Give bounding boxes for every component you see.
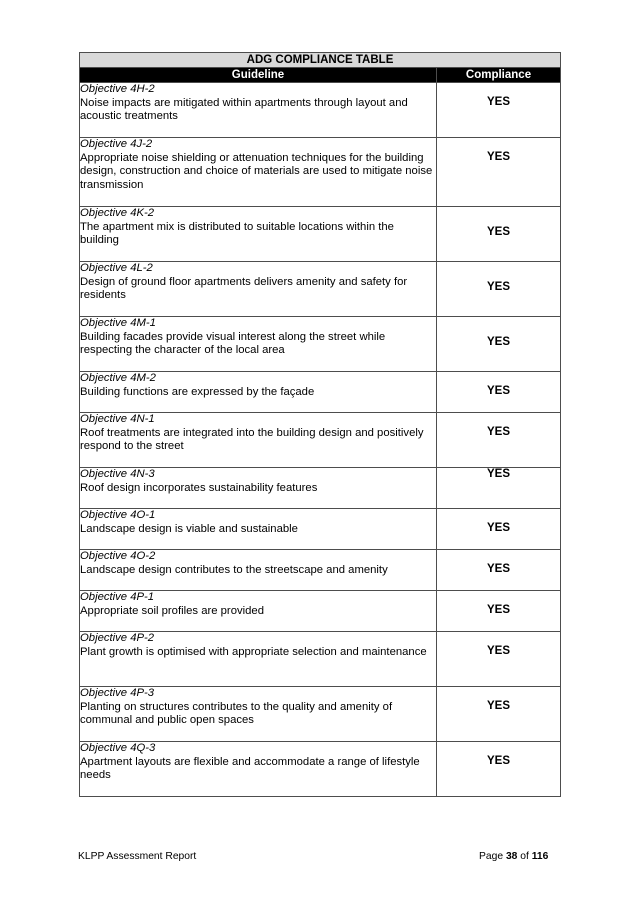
compliance-status: YES	[437, 207, 561, 262]
guideline-cell	[80, 550, 437, 591]
objective-label: Objective 4Q-3	[80, 742, 156, 754]
table-row	[80, 413, 561, 468]
objective-label: Objective 4P-1	[80, 591, 155, 603]
column-header-guideline: Guideline	[80, 68, 437, 83]
compliance-status: YES	[437, 83, 561, 138]
table-row	[80, 591, 561, 632]
guideline-cell	[80, 413, 437, 468]
adg-compliance-table	[79, 52, 561, 797]
page-number: 38	[505, 851, 518, 862]
guideline-cell	[80, 468, 437, 509]
guideline-cell	[80, 632, 437, 687]
objective-label: Objective 4J-2	[80, 138, 153, 150]
table-row	[80, 372, 561, 413]
page-total: 116	[531, 851, 549, 862]
guideline-text: Plant growth is optimised with appropriate selection and maintenance	[80, 645, 427, 658]
page-label: Page	[479, 851, 504, 862]
objective-label: Objective 4M-1	[80, 317, 156, 329]
compliance-status: YES	[437, 742, 561, 797]
column-header-compliance: Compliance	[437, 68, 561, 83]
compliance-status: YES	[437, 509, 561, 550]
table-row	[80, 207, 561, 262]
compliance-status: YES	[437, 550, 561, 591]
table-row	[80, 742, 561, 797]
guideline-text: Roof design incorporates sustainability features	[80, 481, 318, 494]
guideline-cell	[80, 687, 437, 742]
table-row	[80, 138, 561, 207]
objective-label: Objective 4L-2	[80, 262, 153, 274]
guideline-cell	[80, 317, 437, 372]
guideline-text: Noise impacts are mitigated within apartments through layout and acoustic treatments	[80, 96, 408, 123]
guideline-cell	[80, 262, 437, 317]
footer-page-info	[479, 851, 548, 862]
objective-label: Objective 4P-3	[80, 687, 155, 699]
adg-compliance-table-container	[79, 52, 560, 797]
guideline-text: Landscape design is viable and sustainable	[80, 522, 298, 535]
guideline-text: Appropriate soil profiles are provided	[80, 604, 264, 617]
table-row	[80, 317, 561, 372]
table-row	[80, 83, 561, 138]
guideline-text: Appropriate noise shielding or attenuation techniques for the building design, construction and choice of materials are used to mitigate noise transmission	[80, 151, 433, 191]
objective-label: Objective 4H-2	[80, 83, 155, 95]
guideline-cell	[80, 138, 437, 207]
objective-label: Objective 4K-2	[80, 207, 155, 219]
guideline-text: Roof treatments are integrated into the building design and positively respond to the street	[80, 426, 424, 453]
guideline-text: Landscape design contributes to the streetscape and amenity	[80, 563, 388, 576]
guideline-cell	[80, 372, 437, 413]
table-row	[80, 687, 561, 742]
objective-label: Objective 4O-1	[80, 509, 156, 521]
guideline-text: Apartment layouts are flexible and accommodate a range of lifestyle needs	[80, 755, 420, 782]
guideline-text: Building functions are expressed by the façade	[80, 385, 315, 398]
guideline-text: The apartment mix is distributed to suitable locations within the building	[80, 220, 394, 247]
guideline-cell	[80, 742, 437, 797]
compliance-status: YES	[437, 632, 561, 687]
guideline-text: Building facades provide visual interest along the street while respecting the character of the local area	[80, 330, 386, 357]
compliance-status: YES	[437, 138, 561, 207]
table-row	[80, 632, 561, 687]
guideline-cell	[80, 83, 437, 138]
guideline-cell	[80, 591, 437, 632]
compliance-status: YES	[437, 687, 561, 742]
page-of-label: of	[520, 851, 529, 862]
objective-label: Objective 4P-2	[80, 632, 155, 644]
table-title: ADG COMPLIANCE TABLE	[80, 53, 561, 68]
table-row	[80, 509, 561, 550]
compliance-status: YES	[437, 591, 561, 632]
table-row	[80, 262, 561, 317]
objective-label: Objective 4N-1	[80, 413, 155, 425]
compliance-status: YES	[437, 372, 561, 413]
guideline-text: Planting on structures contributes to the quality and amenity of communal and public open spaces	[80, 700, 393, 727]
table-row	[80, 550, 561, 591]
guideline-text: Design of ground floor apartments delivers amenity and safety for residents	[80, 275, 408, 302]
table-row	[80, 468, 561, 509]
objective-label: Objective 4M-2	[80, 372, 156, 384]
guideline-cell	[80, 509, 437, 550]
compliance-status: YES	[437, 413, 561, 468]
objective-label: Objective 4N-3	[80, 468, 155, 480]
objective-label: Objective 4O-2	[80, 550, 156, 562]
footer-report-name: KLPP Assessment Report	[78, 851, 197, 862]
compliance-status: YES	[437, 262, 561, 317]
compliance-status: YES	[437, 317, 561, 372]
compliance-status: YES	[437, 468, 561, 509]
guideline-cell	[80, 207, 437, 262]
